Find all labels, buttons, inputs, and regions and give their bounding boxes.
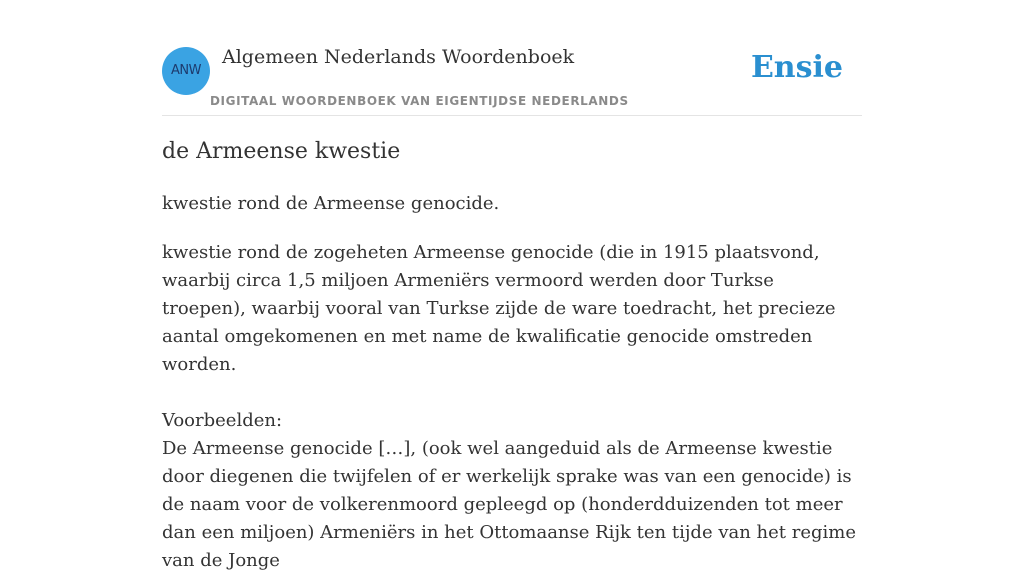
examples-label: Voorbeelden: bbox=[162, 410, 283, 431]
header bbox=[162, 0, 862, 116]
entry-card bbox=[162, 0, 862, 571]
site-subtitle: DIGITAAL WOORDENBOEK VAN EIGENTIJDSE NEDERLANDS bbox=[210, 94, 629, 108]
short-definition: kwestie rond de Armeense genocide. bbox=[162, 193, 500, 214]
entry-body bbox=[162, 239, 862, 575]
paragraph-gap bbox=[162, 379, 862, 407]
example-text: De Armeense genocide […], (ook wel aangeduid als de Armeense kwestie door diegenen die twijfelen of er werkelijk sprake was van een genocide) is de naam voor de volkerenmoord gepleegd op (honderdduizenden tot meer dan een miljoen) Armeniërs in het Ottomaanse Rijk ten tijde van het regime van de Jonge bbox=[162, 438, 856, 571]
long-definition: kwestie rond de zogeheten Armeense genocide (die in 1915 plaatsvond, waarbij circa 1,5 miljoen Armeniërs vermoord werden door Turkse troepen), waarbij vooral van Turkse zijde de ware toedracht, het precieze aantal omgekomenen en met name de kwalificatie genocide omstreden worden. bbox=[162, 242, 836, 375]
anw-logo[interactable]: ANW bbox=[162, 47, 210, 95]
entry-term: de Armeense kwestie bbox=[162, 139, 401, 164]
ensie-brand-logo[interactable]: Ensie bbox=[750, 50, 843, 85]
site-title[interactable]: Algemeen Nederlands Woordenboek bbox=[222, 46, 575, 68]
